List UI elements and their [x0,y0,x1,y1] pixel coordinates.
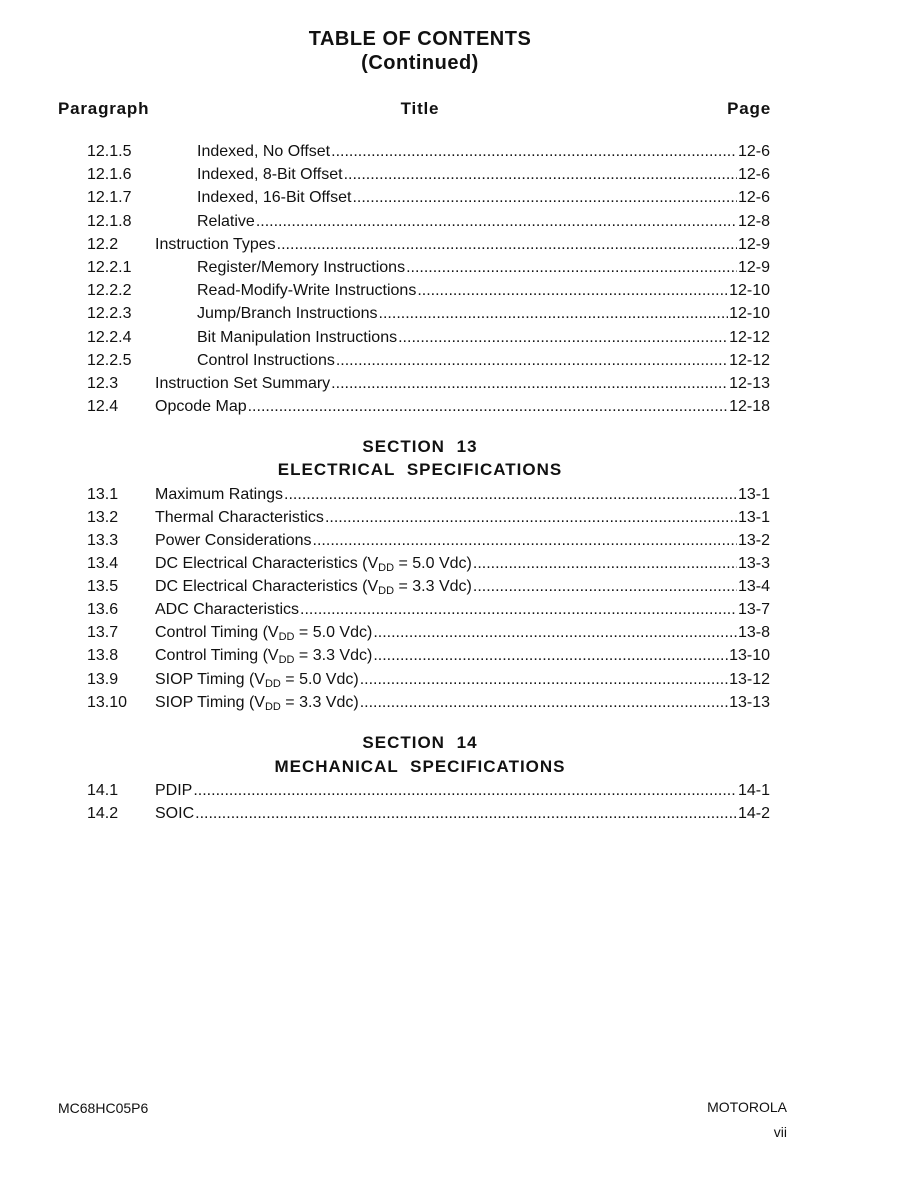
footer-page-number: vii [773,1124,787,1140]
toc-entry-page: 13-2 [737,532,770,549]
subscript: DD [278,631,295,643]
dot-leader [360,692,728,714]
toc-entry-number: 12.1.6 [87,166,132,183]
toc-entry[interactable] [0,373,918,395]
toc-title-text: DC Electrical Characteristics (V [155,555,379,572]
toc-entry-title: Indexed, No Offset [197,143,331,160]
toc-entry-number: 13.5 [87,578,119,595]
subscript: DD [378,562,395,574]
toc-entry-title: SOIC [155,805,195,822]
subscript: DD [278,654,295,666]
toc-entry[interactable] [0,780,918,802]
dot-leader [417,280,728,302]
toc-entry-page: 13-3 [737,555,770,572]
dot-leader [325,507,737,529]
toc-title-text: = 5.0 Vdc) [394,555,472,572]
toc-title-text: Control Timing (V [155,624,279,641]
toc-entry[interactable] [0,553,918,575]
toc-entry-title [155,576,472,598]
section-subheading: MECHANICAL SPECIFICATIONS [274,757,566,776]
toc-entry-page: 12-12 [729,352,770,369]
dot-leader [473,553,737,575]
column-header-paragraph: Paragraph [58,99,150,118]
toc-entry-number: 14.2 [87,805,119,822]
toc-entry[interactable] [0,164,918,186]
dot-leader [473,576,737,598]
toc-entry-page: 13-8 [737,624,770,641]
toc-entry-title: Instruction Set Summary [155,375,331,392]
toc-entry-page: 12-10 [729,282,770,299]
toc-entry-number: 13.1 [87,486,119,503]
toc-entry[interactable] [0,257,918,279]
toc-entry[interactable] [0,803,918,825]
toc-title-text: Control Timing (V [155,647,279,664]
toc-entry-number: 12.2.4 [87,329,132,346]
toc-entry-page: 13-13 [729,694,770,711]
toc-entry-page: 12-6 [737,189,770,206]
subscript: DD [378,585,395,597]
toc-entry-number: 13.10 [87,694,128,711]
toc-entry[interactable] [0,484,918,506]
toc-entry[interactable] [0,234,918,256]
section-heading: SECTION 14 [362,733,478,752]
dot-leader [331,373,728,395]
toc-entry-page: 12-10 [729,305,770,322]
toc-title-text: DC Electrical Characteristics (V [155,578,379,595]
toc-entry[interactable] [0,645,918,667]
toc-entry[interactable] [0,622,918,644]
toc-title-text: = 5.0 Vdc) [294,624,373,641]
toc-entry[interactable] [0,692,918,714]
toc-entry-title: PDIP [155,782,193,799]
toc-entry-title: Opcode Map [155,398,247,415]
toc-entry[interactable] [0,396,918,418]
toc-entry-number: 14.1 [87,782,119,799]
toc-entry-title: Thermal Characteristics [155,509,324,526]
toc-entry-page: 13-7 [737,601,770,618]
toc-entry-page: 12-12 [729,329,770,346]
column-header-page: Page [727,99,771,118]
toc-entry-page: 12-8 [737,213,770,230]
toc-entry-title: ADC Characteristics [155,601,300,618]
dot-leader [300,599,737,621]
toc-entry-page: 12-9 [737,236,770,253]
dot-leader [331,141,737,163]
toc-entry-page: 12-6 [737,143,770,160]
section-subheading: ELECTRICAL SPECIFICATIONS [277,460,563,479]
toc-entry-number: 12.2 [87,236,119,253]
toc-entry-page: 12-9 [737,259,770,276]
dot-leader [248,396,728,418]
toc-entry[interactable] [0,327,918,349]
dot-leader [277,234,737,256]
toc-entry-number: 12.1.8 [87,213,132,230]
dot-leader [344,164,737,186]
toc-entry-title: Indexed, 8-Bit Offset [197,166,343,183]
toc-entry[interactable] [0,280,918,302]
toc-entry-page: 14-1 [737,782,770,799]
toc-entry-title: Indexed, 16-Bit Offset [197,189,352,206]
toc-entry[interactable] [0,303,918,325]
toc-entry-page: 12-13 [729,375,770,392]
toc-entry-number: 13.2 [87,509,119,526]
toc-entry-title: Relative [197,213,255,230]
toc-title-text: SIOP Timing (V [155,694,265,711]
toc-entry-page: 13-10 [729,647,770,664]
column-header-title: Title [400,99,440,118]
footer-document-id: MC68HC05P6 [58,1100,149,1116]
toc-entry[interactable] [0,350,918,372]
toc-entry[interactable] [0,530,918,552]
toc-entry-number: 12.2.3 [87,305,132,322]
dot-leader [373,645,728,667]
dot-leader [398,327,728,349]
toc-entry-title: Maximum Ratings [155,486,284,503]
toc-entry-title: Jump/Branch Instructions [197,305,378,322]
toc-entry[interactable] [0,669,918,691]
toc-entry-page: 13-1 [737,509,770,526]
toc-entry-title [155,622,372,644]
dot-leader [193,780,737,802]
dot-leader [379,303,729,325]
toc-entry-title: Instruction Types [155,236,276,253]
toc-entry-page: 12-6 [737,166,770,183]
toc-entry-number: 12.2.1 [87,259,132,276]
toc-title-text: = 3.3 Vdc) [394,578,472,595]
toc-entry-number: 12.1.5 [87,143,132,160]
dot-leader [360,669,728,691]
dot-leader [256,211,737,233]
toc-entry-page: 13-4 [737,578,770,595]
toc-entry-page: 13-12 [729,671,770,688]
toc-entry-page: 13-1 [737,486,770,503]
subscript: DD [264,678,281,690]
dot-leader [406,257,737,279]
toc-entry-number: 13.3 [87,532,119,549]
toc-entry[interactable] [0,599,918,621]
toc-entry-number: 13.6 [87,601,119,618]
toc-entry-title [155,692,359,714]
dot-leader [373,622,737,644]
toc-entry-page: 12-18 [729,398,770,415]
subscript: DD [264,701,281,713]
toc-entry-title: Register/Memory Instructions [197,259,406,276]
toc-entry-number: 12.2.5 [87,352,132,369]
toc-entry-title: Read-Modify-Write Instructions [197,282,417,299]
toc-title-text: = 3.3 Vdc) [294,647,373,664]
toc-entry-number: 13.8 [87,647,119,664]
dot-leader [313,530,737,552]
page-title: TABLE OF CONTENTS [308,28,532,50]
page-subtitle: (Continued) [361,52,479,74]
toc-entry-title [155,553,472,575]
toc-entry-title: Power Considerations [155,532,312,549]
toc-entry[interactable] [0,141,918,163]
toc-entry-number: 13.4 [87,555,119,572]
dot-leader [195,803,737,825]
toc-entry-title: Bit Manipulation Instructions [197,329,398,346]
toc-entry-number: 12.4 [87,398,119,415]
toc-entry[interactable] [0,576,918,598]
dot-leader [284,484,737,506]
toc-entry-title: Control Instructions [197,352,335,369]
toc-entry-number: 13.7 [87,624,119,641]
toc-entry-number: 12.3 [87,375,119,392]
toc-entry-number: 13.9 [87,671,119,688]
toc-title-text: SIOP Timing (V [155,671,265,688]
dot-leader [336,350,728,372]
toc-entry-number: 12.1.7 [87,189,132,206]
toc-entry-page: 14-2 [737,805,770,822]
toc-title-text: = 5.0 Vdc) [280,671,359,688]
toc-entry[interactable] [0,507,918,529]
dot-leader [352,187,737,209]
footer-brand: MOTOROLA [707,1099,787,1115]
toc-entry[interactable] [0,211,918,233]
section-heading: SECTION 13 [362,437,478,456]
toc-entry-title [155,645,372,667]
toc-entry[interactable] [0,187,918,209]
toc-entry-title [155,669,359,691]
toc-title-text: = 3.3 Vdc) [280,694,359,711]
toc-entry-number: 12.2.2 [87,282,132,299]
